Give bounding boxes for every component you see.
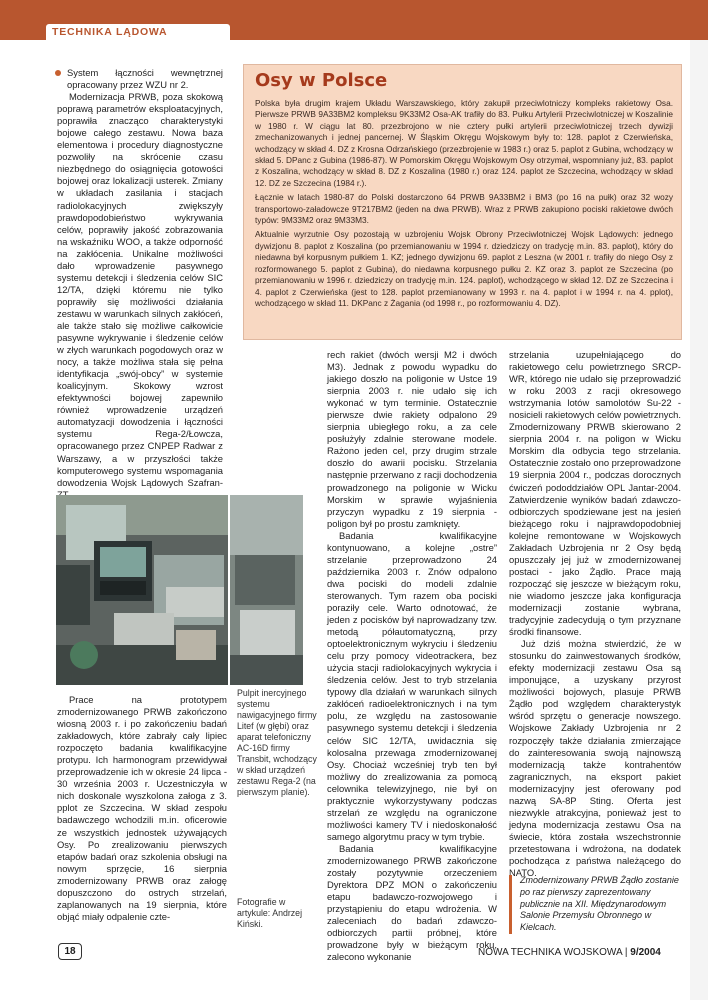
- photo-illustration: [56, 495, 228, 685]
- sidebar-title: Osy w Polsce: [255, 70, 388, 91]
- page-number: 18: [58, 943, 82, 960]
- photo-equipment-detail: [230, 495, 303, 685]
- column-1: [57, 67, 223, 501]
- column-4: [509, 349, 681, 879]
- magazine-name: NOWA TECHNIKA WOJSKOWA: [478, 947, 623, 958]
- paragraph: Badania kwalifikacyjne zmodernizowanego PRWB zakończone zostały pozytywnie orzeczeniem Dyrektora DPZ MON o zakończeniu etapu badawczo-rozwojowego i przystąpieniu do etapu wdrożenia. W zaleceniach do badań zdawczo-odbiorczych partii próbnej, które prowadzone były w bieżącym roku, zalecono wykonanie: [327, 842, 497, 963]
- paragraph: Badania kwalifikacyjne kontynuowano, a kolejne „ostre” strzelanie przeprowadzono 24 października 2003 r. Znów odpalono dwa pociski do modeli zdalnie sterowanych. Tym razem oba pociski poraziły cele. Warto odnotować, że jeden z pocisków był naprowadzany tzw. metodą półautomatyczną, przy optoelektronicznym wykryciu i śledzeniu celu przy pomocy videotrackera, bez użycia stacji radiolokacyjnych wykrycia i śledzenia celów. Jest to tryb strzelania typowy dla działań w warunkach silnych zakłóceń radioelektronicznych i na tym polu, ze względu na zastosowanie pasywnego systemu detekcji i śledzenia celów SIC 12/TA, uwidacznia się kolosalna przewaga zmodernizowanej Osy. Chociaż wcześniej tryb ten był możliwy do zrealizowania za pomocą celownika telewizyjnego, nie był on praktycznie wykorzystywany podczas strzelań ze względu na ograniczone możliwości kamery TV i niedoskonałość samego algorytmu pracy w tym trybie.: [327, 529, 497, 842]
- paragraph: Prace na prototypem zmodernizowanego PRWB zakończono wiosną 2003 r. i po zakończeniu badań zakładowych, które zabrały cały lipiec rozpoczęto badania kwalifikacyjne protypu. Ich harmonogram przewidywał przeprowadzenie ich w okresie 24 lipca - 30 września 2003 r. Uczestniczyła w nich doskonale wyszkolona załoga z 3. pplot ze Szczecina. W skład zespołu badawczego wchodzili m.in. oficerowie ze wszystkich jednostek używających Osy. Po zrealizowaniu pierwszych etapów badań oraz szkolenia obsługi na nowym sprzęcie, 16 sierpnia zmodernizowany PRWB oraz załogę dopuszczono do ostrych strzelań, zaplanowanych na 19 sierpnia, które objąć miały odpalenie czte-: [57, 694, 227, 922]
- photo-illustration: [230, 495, 303, 685]
- sidebar-text: [255, 98, 673, 312]
- section-title: TECHNIKA LĄDOWA: [52, 26, 168, 38]
- bullet-icon: [55, 70, 61, 76]
- paragraph: Już dziś można stwierdzić, że w stosunku do zainwestowanych środków, efekty modernizacji zestawu Osa są imponujące, a uzyskany przyrost możliwości bojowych, plasuje PRWB Żądło pod względem charakterystyk wśród sprzętu o generacje nowszego. Wojskowe Zakłady Uzbrojenia nr 2 rozpoczęły także działania zmierzające do zainteresowania swoją najnowszą modernizacją także kontrahentów zagranicznych, na eksport pakiet modernizacyjny jest oferowany pod nazwą SA-8P Sting. Oferta jest niezwykle atrakcyjna, ponieważ jest to jedyna modernizacja zestawu Osa na świecie, która została wszechstronnie przetestowana i wdrożona, na dodatek pochodząca z państwa należącego do NATO.: [509, 638, 681, 879]
- issue-number: 9/2004: [630, 947, 661, 958]
- column-3: [327, 349, 497, 963]
- photo-caption: Pulpit inercyjnego systemu nawigacyjnego firmy Litef (w głębi) oraz aparat telefoniczny AC-16D firmy Transbit, wchodzący w skład urządzeń zestawu Rega-2 (na pierwszym planie).: [237, 688, 317, 797]
- sidebar-paragraph: Aktualnie wyrzutnie Osy pozostają w uzbrojeniu Wojsk Obrony Przeciwlotniczej Wojsk Lądowych: jednego dywizjonu 8. paplot z Koszalina (po przemianowaniu w 1994 r. dziedziczy on tradycję m.in. 83. paplot), który do niedawna był korpusnym pułkiem 1. KZ; jednego dywizjonu 69. paplot z Leszna (w 2001 r. trafiły do niego Osy z rozformowanego 5. paplot z Gubina), do niedawna korpusnego pułku 2. KZ oraz 3. paplot ze Szczecina (po przemianowaniu w 1996 r. dziedziczy on tradycję m.in. 124. paplot), wchodzącego w skład 12. DZ ze Szczecina i 4. paplot z Czerwieńska (jest to 128. paplot przemianowany w 1993 r. na 4. paplot i w 1994 r. na 4. pplot), wchodzącego w skład 11. DKPanc z Żagania (od 1998 r., po rozformowaniu 4. DZ).: [255, 229, 673, 308]
- sidebar-paragraph: Polska była drugim krajem Układu Warszawskiego, który zakupił przeciwlotniczy kompleks rakietowy Osa. Pierwsze PRWB 9A33BM2 kompleksu 9K33M2 Osa-AK trafiły do 83. Pułku Artylerii Przeciwlotniczej w Koszalinie w 1980 r. W ciągu lat 80. przezbrojono w nie cztery pułki artylerii przeciwlotniczej trzech dywizji zmechanizowanych i jednej pancernej. W Śląskim Okręgu Wojskowym były to: 128. paplot z Czerwieńska, wchodzący w skład 4. DZ z Krosna Odrzańskiego (przezbrojenie w 1983 r.) oraz 5. paplot z Gubina, wchodzący w skład 5. DPanc z Gubina (1986-87). W Pomorskim Okręgu Wojskowym Osy otrzymał, wspomniany już, 83. paplot z Koszalina, wchodzący w skład 8. DZ z Koszalina (1980 r.) oraz 124. paplot ze Szczecina, wchodzący w skład 12. DZ ze Szczecina (1984 r.).: [255, 98, 673, 188]
- pull-quote: Zmodernizowany PRWB Żądło zostanie po raz pierwszy zaprezentowany publicznie na XII. Międzynarodowym Salonie Przemysłu Obronnego w Kielcach.: [509, 875, 681, 934]
- bullet-paragraph: System łączności wewnętrznej opracowany przez WZU nr 2.: [57, 67, 223, 91]
- footer-separator: |: [624, 947, 631, 958]
- photo-equipment: [56, 495, 228, 685]
- paragraph: strzelania uzupełniającego do rakietowego celu powietrznego SRCP-WR, którego nie udało się przeprowadzić w roku 2003 z racji okresowego wstrzymania lotów samolotów Su-22 - nosicieli rakietowych celów powietrznych. Zmodernizowany PRWB skierowano 2 sierpnia 2004 r. na poligon w Wicku Morskim dla odbycia tego strzelania. Ostatecznie zostało ono przeprowadzone 19 sierpnia 2004 r., podczas dorocznych ćwiczeń pododdziałów OPL Jantar-2004. Zatwierdzenie wyników badań zdawczo-odbiorczych spodziewane jest na jesień bieżącego roku i najprawdopodobniej kolejne remontowane w Wojskowych Zakładach Uzbrojenia nr 2 Osy będą opuszczały jej już w zmodernizowanej postaci - jako Żądło. Prace mają rozpocząć się jeszcze w bieżącym roku, nie wiadomo jeszcze jaka konfiguracja modernizacji zostanie wybrana, tradycyjnie zadecydują o tym przyznane środki finansowe.: [509, 349, 681, 638]
- sidebar-paragraph: Łącznie w latach 1980-87 do Polski dostarczono 64 PRWB 9A33BM2 i BM3 (po 16 na pułk) oraz 32 wozy transportowo-załadowcze 9T217BM2 (jeden na dwa PRWB). Wraz z PRWB zakupiono pociski rakietowe dwóch typów: 9M33M2 oraz 9M33M3.: [255, 192, 673, 226]
- footer: [478, 947, 661, 958]
- page-edge: [690, 40, 708, 1000]
- column-2: [57, 694, 227, 923]
- paragraph: Modernizacja PRWB, poza skokową poprawą parametrów eksploatacyjnych, poprawiła znacząco charakterystyki bojowe całego zestawu. Nowa baza elementowa i procedury diagnostyczne pozwoliły na skrócenie czasu niezbędnego do osiągnięcia gotowości bojowej oraz lokalizacji usterek. Zmiany w układach zasilania i stacjach radiolokacyjnych zwiększyły prawdopodobieństwo wykrywania celów, poprawiły jakość zobrazowania na wskaźniku WOO, a także odporność na zakłócenia. Unikalne możliwości dało wprowadzenie pasywnego systemu detekcji i śledzenia celów SIC 12/TA, dzięki któremu nie tylko poprawiły się możliwości działania zestawu w warunkach silnych zakłóceń, ale także stało się możliwe całkowicie pasywne wykrywanie i śledzenie celów w złych warunkach pogodowych oraz w nocy, a także możliwa stała się pełna identyfikacja „swój-obcy” w systemie koalicyjnym. Skokowy wzrost efektywności bojowej zapewniło również wprowadzenie urządzeń automatyzacji dowodzenia i łączności systemu Rega-2/Łowcza, opracowanego przez CNPEP Radwar z Warszawy, a w przyszłości także komputerowego systemu wspomagania dowodzenia Wojsk Lądowych Szafran-: [57, 91, 223, 488]
- paragraph: rech rakiet (dwóch wersji M2 i dwóch M3). Jednak z powodu wypadku do jakiego doszło na poligonie w Ustce 19 sierpnia 2003 r. nie udało się ich wykonać w tym terminie. Ostatecznie pierwsze dwie rakiety odpalono 29 sierpnia ubiegłego roku, a za cele posłużyły zdalnie sterowane modele. Rażono jeden cel, przy drugim strzale doszło do awarii pocisku. Strzelania następnie przerwano z racji dochodzenia prowadzonego na poligonie w Wicku Morskim w sprawie wyjaśnienia przyczyn wypadku z 19 sierpnia - poligon był po prostu zamknięty.: [327, 349, 497, 529]
- photo-credit: Fotografie w artykule: Andrzej Kiński.: [237, 897, 303, 929]
